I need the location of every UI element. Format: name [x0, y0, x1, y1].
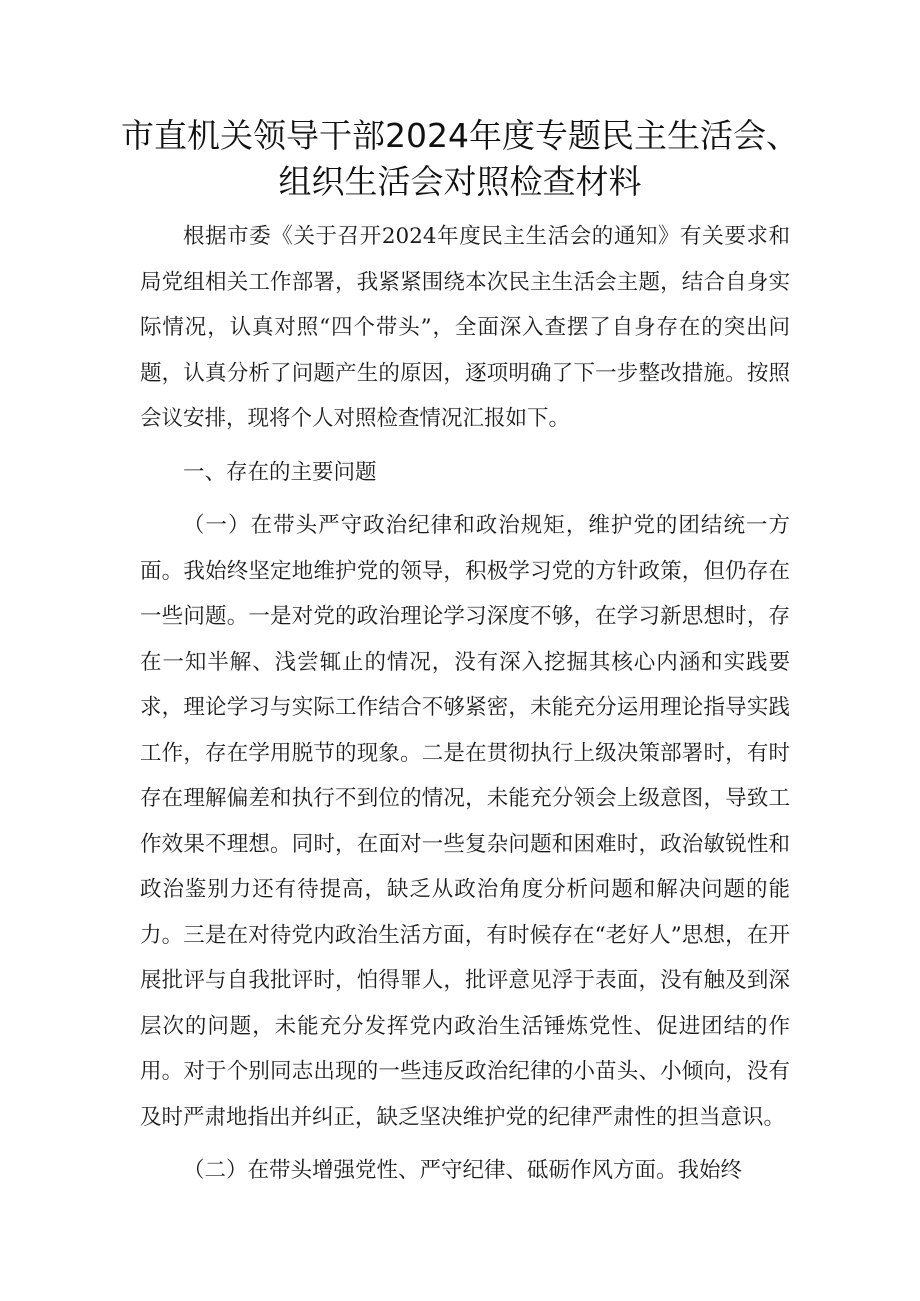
document-body: [140, 214, 790, 1194]
document-title-line-1: 市直机关领导干部2024年度专题民主生活会、: [121, 116, 799, 155]
subsection-1-paragraph: （一）在带头严守政治纪律和政治规矩，维护党的团结统一方面。我始终坚定地维护党的领导，积极学习党的方针政策，但仍存在一些问题。一是对党的政治理论学习深度不够，在学习新思想时，存在一知半解、浅尝辄止的情况，没有深入挖掘其核心内涵和实践要求，理论学习与实际工作结合不够紧密，未能充分运用理论指导实践工作，存在学用脱节的现象。二是在贯彻执行上级决策部署时，有时存在理解偏差和执行不到位的情况，未能充分领会上级意图，导致工作效果不理想。同时，在面对一些复杂问题和困难时，政治敏锐性和政治鉴别力还有待提高，缺乏从政治角度分析问题和解决问题的能力。三是在对待党内政治生活方面，有时候存在“老好人”思想，在开展批评与自我批评时，怕得罪人，批评意见浮于表面，没有触及到深层次的问题，未能充分发挥党内政治生活锤炼党性、促进团结的作用。对于个别同志出现的一些违反政治纪律的小苗头、小倾向，没有及时严肃地指出并纠正，缺乏坚决维护党的纪律严肃性的担当意识。: [140, 513, 790, 1130]
section-heading-problems: 一、存在的主要问题: [183, 459, 377, 485]
subsection-2-paragraph: （二）在带头增强党性、严守纪律、砥砺作风方面。我始终: [183, 1158, 743, 1183]
intro-paragraph: 根据市委《关于召开2024年度民主生活会的通知》有关要求和局党组相关工作部署，我紧紧围绕本次民主生活会主题，结合自身实际情况，认真对照“四个带头”，全面深入查摆了自身存在的突出问题，认真分析了问题产生的原因，逐项明确了下一步整改措施。按照会议安排，现将个人对照检查情况汇报如下。: [140, 224, 790, 431]
document-title-line-2: 组织生活会对照检查材料: [278, 162, 642, 201]
